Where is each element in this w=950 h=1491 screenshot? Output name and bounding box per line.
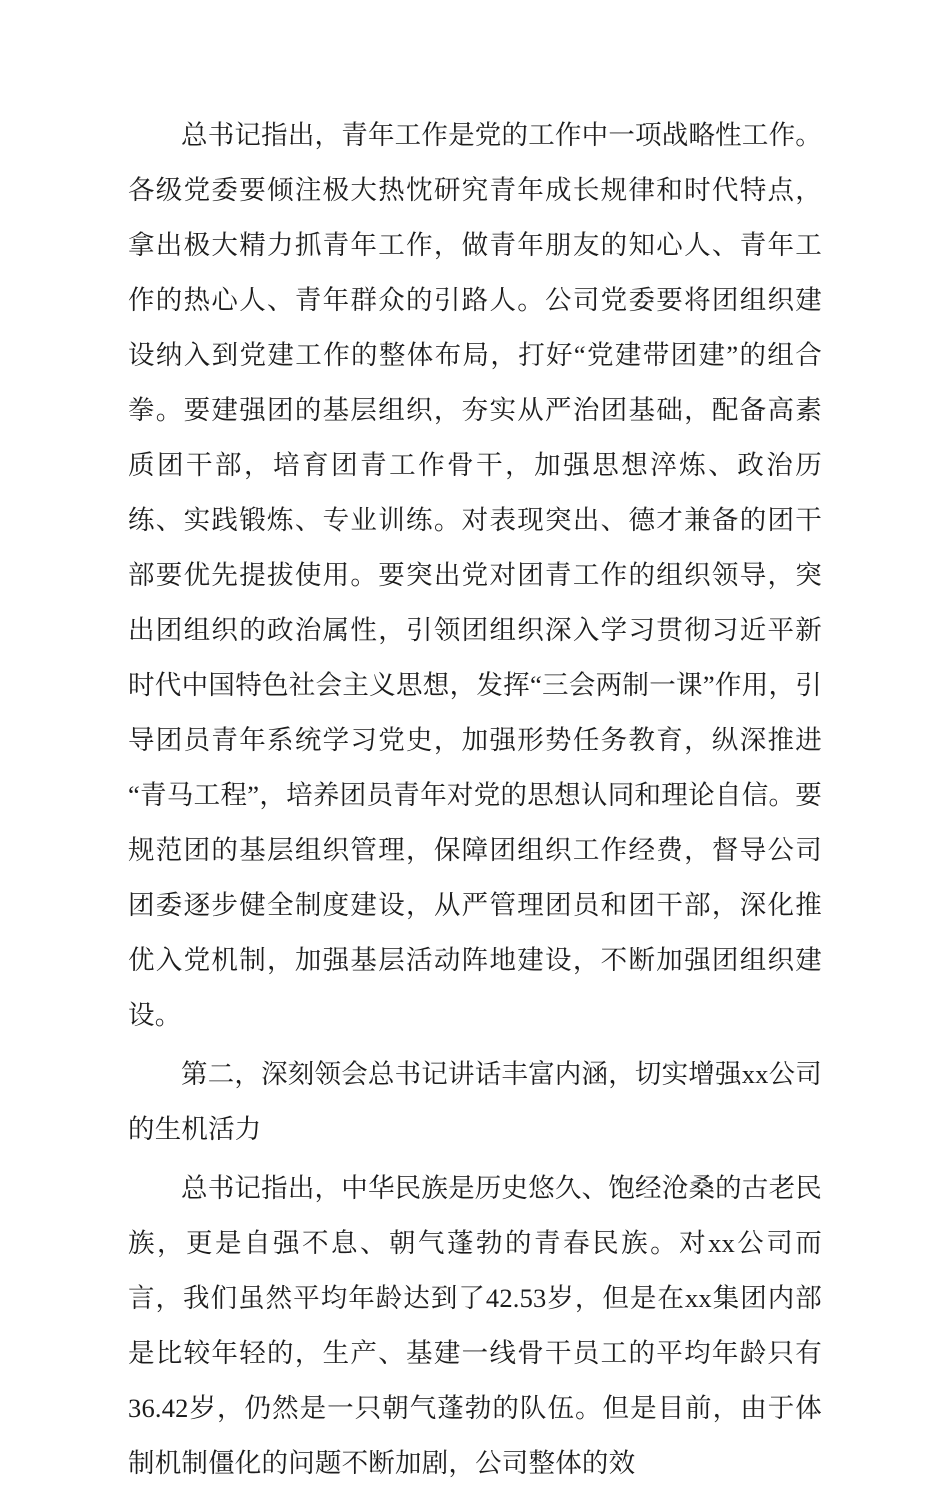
paragraph-1: 总书记指出，青年工作是党的工作中一项战略性工作。各级党委要倾注极大热忱研究青年成长规律和时代特点，拿出极大精力抓青年工作，做青年朋友的知心人、青年工作的热心人、青年群众的引路人。公司党委要将团组织建设纳入到党建工作的整体布局，打好“党建带团建”的组合拳。要建强团的基层组织，夯实从严治团基础，配备高素质团干部，培育团青工作骨干，加强思想淬炼、政治历练、实践锻炼、专业训练。对表现突出、德才兼备的团干部要优先提拔使用。要突出党对团青工作的组织领导，突出团组织的政治属性，引领团组织深入学习贯彻习近平新时代中国特色社会主义思想，发挥“三会两制一课”作用，引导团员青年系统学习党史，加强形势任务教育，纵深推进“青马工程”，培养团员青年对党的思想认同和理论自信。要规范团的基层组织管理，保障团组织工作经费，督导公司团委逐步健全制度建设，从严管理团员和团干部，深化推优入党机制，加强基层活动阵地建设，不断加强团组织建设。 bbox=[128, 120, 822, 1030]
paragraph-3: 总书记指出，中华民族是历史悠久、饱经沧桑的古老民族，更是自强不息、朝气蓬勃的青春民族。对xx公司而言，我们虽然平均年龄达到了42.53岁，但是在xx集团内部是比较年轻的，生产、基建一线骨干员工的平均年龄只有36.42岁，仍然是一只朝气蓬勃的队伍。但是目前，由于体制机制僵化的问题不断加剧，公司整体的效 bbox=[128, 1173, 822, 1478]
document-body bbox=[128, 108, 822, 1491]
paragraph-2: 第二，深刻领会总书记讲话丰富内涵，切实增强xx公司的生机活力 bbox=[128, 1059, 822, 1144]
